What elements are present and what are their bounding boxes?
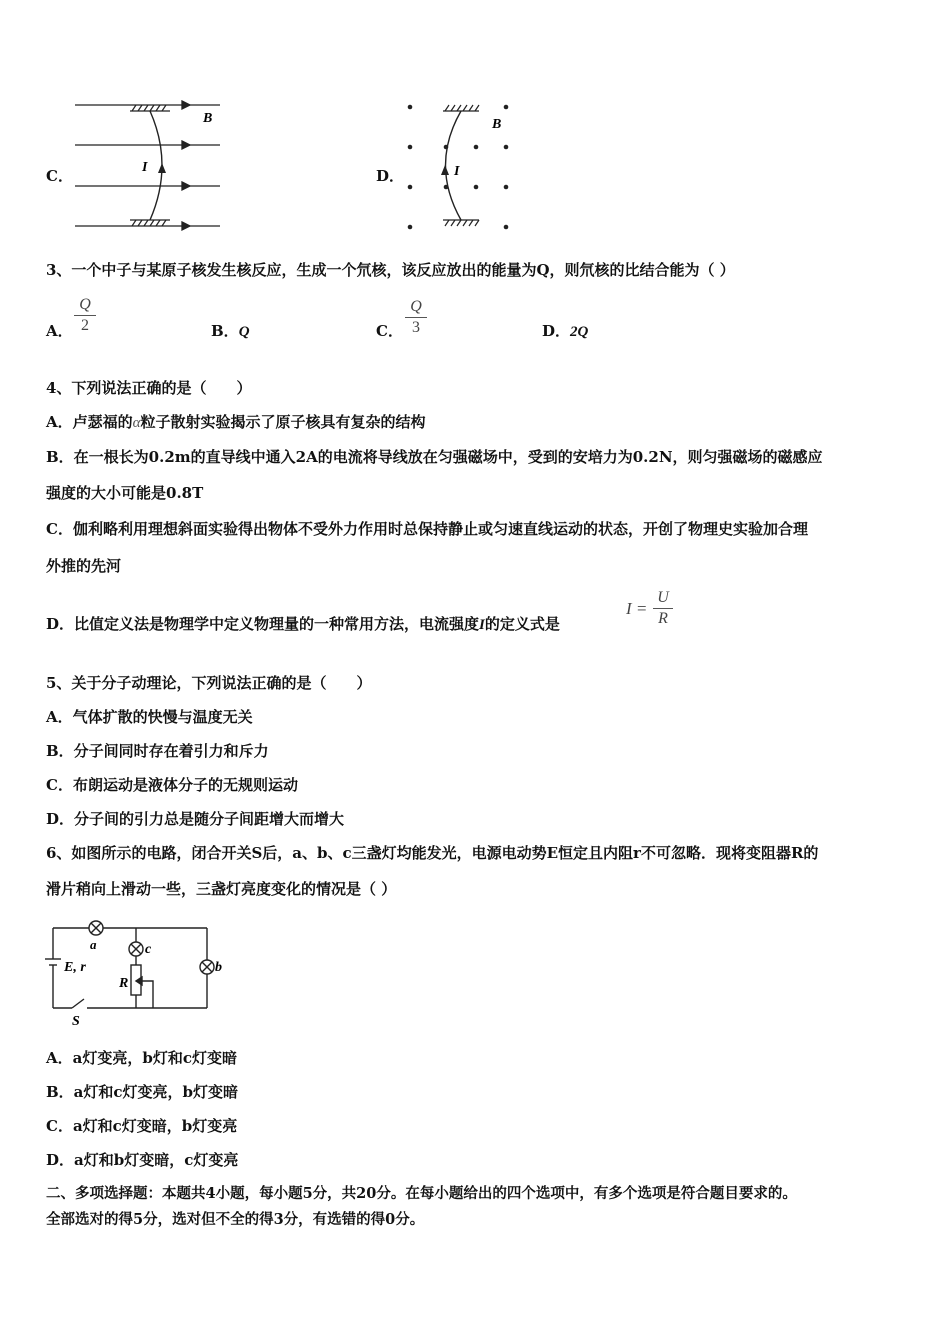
q6-option-b: B．a灯和c灯变亮，b灯变暗 [46, 1083, 239, 1101]
q4-formula-fraction: U R [653, 589, 673, 628]
q4-option-b-line1: B．在一根长为0.2m的直导线中通入2A的电流将导线放在匀强磁场中，受到的安培力为0.2N，则匀强磁场的磁感应 [46, 448, 823, 466]
q6-label-c: c [145, 942, 152, 957]
q2-c-current-label: I [142, 160, 148, 175]
q2-d-current-label: I [454, 164, 460, 179]
q6-circuit-diagram [40, 915, 230, 1030]
q4-formula-lhs: I = [626, 599, 648, 618]
q5-option-b: B．分子间同时存在着引力和斥力 [46, 742, 269, 760]
q6-label-a: a [90, 937, 97, 952]
q4-stem: 4、下列说法正确的是（ ） [46, 379, 252, 397]
q6-option-d: D．a灯和b灯变暗，c灯变亮 [46, 1151, 239, 1169]
q6-label-s: S [72, 1014, 80, 1029]
q5-option-a: A．气体扩散的快慢与温度无关 [46, 708, 253, 726]
q5-option-d: D．分子间的引力总是随分子间距增大而增大 [46, 810, 345, 828]
q6-label-b: b [215, 960, 222, 975]
section2-instructions-line1: 二、多项选择题：本题共4小题，每小题5分，共20分。在每小题给出的四个选项中，有多个选项是符合题目要求的。 [46, 1185, 797, 1202]
section2-instructions-line2: 全部选对的得5分，选对但不全的得3分，有选错的得0分。 [46, 1211, 425, 1228]
q4-option-c-line2: 外推的先河 [46, 557, 122, 575]
q6-option-a: A．a灯变亮，b灯和c灯变暗 [46, 1049, 237, 1067]
q6-option-c: C．a灯和c灯变暗，b灯变亮 [46, 1117, 238, 1135]
q3-stem: 3、一个中子与某原子核发生核反应，生成一个氘核，该反应放出的能量为Q，则氘核的比结合能为（ ） [46, 261, 735, 279]
q2-option-c-label: C． [46, 167, 73, 185]
q4-option-a: A．卢瑟福的α粒子散射实验揭示了原子核具有复杂的结构 [46, 413, 426, 431]
q6-stem-line2: 滑片稍向上滑动一些，三盏灯亮度变化的情况是（ ） [46, 880, 397, 898]
q3-option-c-fraction: Q 3 [405, 298, 427, 337]
q2-c-field-label: B [203, 111, 213, 126]
q2-d-field-label: B [492, 117, 502, 132]
q5-option-c: C．布朗运动是液体分子的无规则运动 [46, 776, 298, 794]
q2-option-c-diagram [70, 95, 230, 235]
q3-option-b: B．Q [211, 322, 250, 340]
q2-option-d-label: D． [376, 167, 405, 185]
q5-stem: 5、关于分子动理论，下列说法正确的是（ ） [46, 674, 372, 692]
q4-option-d: D．比值定义法是物理学中定义物理量的一种常用方法，电流强度I的定义式是 [46, 615, 560, 633]
q3-option-a-fraction: Q 2 [74, 296, 96, 335]
q6-stem-line1: 6、如图所示的电路，闭合开关S后，a、b、c三盏灯均能发光，电源电动势E恒定且内阻r不可忽略．现将变阻器R的 [46, 844, 819, 862]
q2-option-d-diagram [400, 95, 520, 235]
q6-label-er: E, r [64, 960, 86, 975]
q6-label-r: R [119, 976, 129, 991]
q4-option-b-line2: 强度的大小可能是0.8T [46, 484, 204, 502]
q3-option-c-label: C． [376, 322, 403, 340]
q3-option-d: D．2Q [542, 322, 589, 340]
q3-option-a-label: A． [46, 322, 73, 340]
q4-option-c-line1: C．伽利略利用理想斜面实验得出物体不受外力作用时总保持静止或匀速直线运动的状态，开创了物理史实验加合理 [46, 520, 808, 538]
